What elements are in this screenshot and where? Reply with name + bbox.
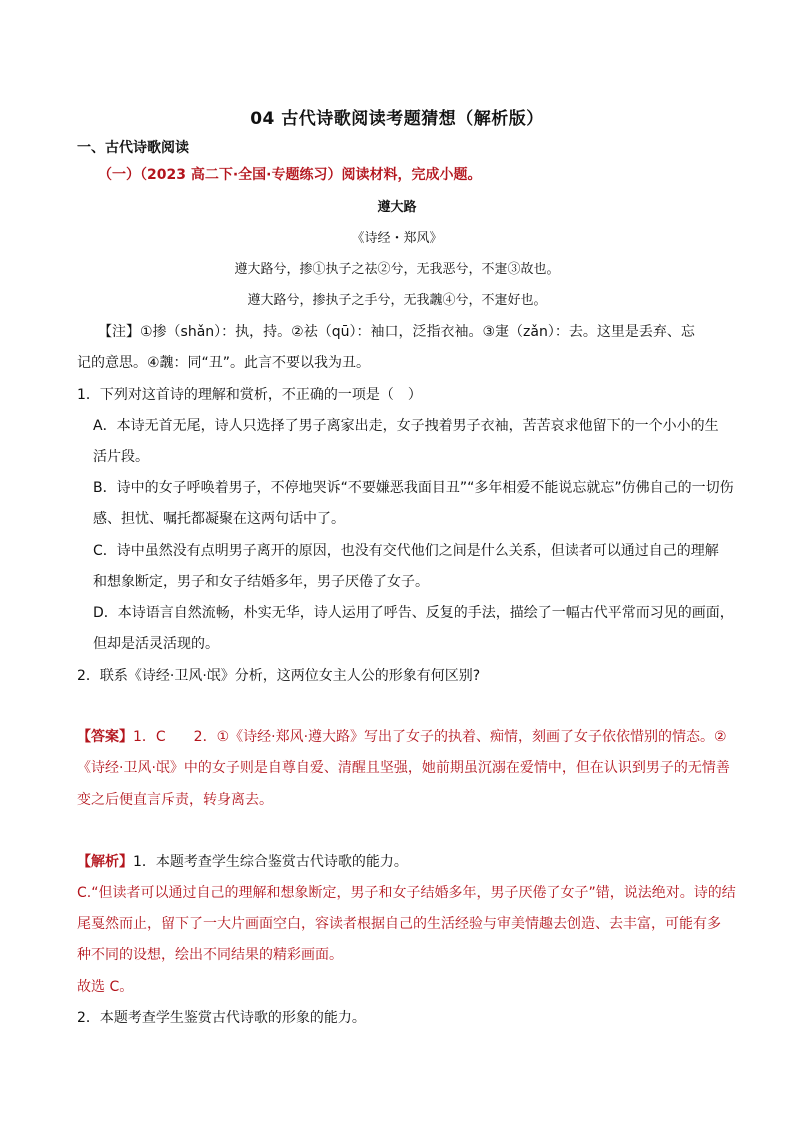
section-heading: 一、古代诗歌阅读 — [77, 140, 189, 156]
option-a-line-1: A．本诗无首无尾，诗人只选择了男子离家出走，女子拽着男子衣袖，苦苦哀求他留下的一个小小的生 — [93, 418, 719, 434]
option-c-line-2: 和想象断定，男子和女子结婚多年，男子厌倦了女子。 — [93, 574, 429, 590]
poem-line-1: 遵大路兮，掺①执子之祛②兮，无我恶兮，不寁③故也。 — [234, 262, 560, 277]
analysis-line-5: 故选 C。 — [77, 979, 134, 995]
analysis-line-6: 2．本题考查学生鉴赏古代诗歌的形象的能力。 — [77, 1010, 366, 1026]
option-d-line-2: 但却是活灵活现的。 — [93, 636, 219, 652]
answer-line-1 — [77, 726, 727, 746]
answer-line-3: 变之后便直言斥责，转身离去。 — [77, 792, 273, 808]
question-1-stem: 1．下列对这首诗的理解和赏析，不正确的一项是（ ） — [77, 387, 422, 403]
poem-title: 遵大路 — [377, 200, 417, 215]
option-d-line-1: D．本诗语言自然流畅，朴实无华，诗人运用了呼告、反复的手法，描绘了一幅古代平常而习见的画面， — [93, 605, 734, 621]
analysis-line-1 — [77, 851, 408, 871]
analysis-line-4: 种不同的设想，绘出不同结果的精彩画面。 — [77, 947, 343, 963]
option-a-line-2: 活片段。 — [93, 449, 149, 465]
answer-label: 【答案】 — [77, 729, 133, 745]
poem-source: 《诗经・郑风》 — [351, 231, 443, 246]
page-title: 04 古代诗歌阅读考题猜想（解析版） — [250, 109, 544, 129]
analysis-line-2: C.“但读者可以通过自己的理解和想象断定，男子和女子结婚多年，男子厌倦了女子”错，说法绝对。诗的结 — [77, 885, 736, 901]
analysis-label: 【解析】 — [77, 854, 133, 870]
option-c-line-1: C．诗中虽然没有点明男子离开的原因，也没有交代他们之间是什么关系，但读者可以通过自己的理解 — [93, 543, 719, 559]
analysis-text-1: 1．本题考查学生综合鉴赏古代诗歌的能力。 — [133, 854, 408, 870]
note-line-1: 【注】①掺（shǎn）：执，持。②祛（qū）：袖口，泛指衣袖。③寁（zǎn）：去。这里是丢弃、忘 — [98, 324, 695, 340]
option-b-line-2: 感、担忧、嘱托都凝聚在这两句话中了。 — [93, 511, 345, 527]
answer-text-1: 1．C 2．①《诗经·郑风·遵大路》写出了女子的执着、痴情，刻画了女子依依惜别的情态。② — [133, 729, 727, 745]
analysis-line-3: 尾戛然而止，留下了一大片画面空白，容读者根据自己的生活经验与审美情趣去创造、去丰富，可能有多 — [77, 916, 721, 932]
question-2: 2．联系《诗经·卫风·氓》分析，这两位女主人公的形象有何区别? — [77, 668, 481, 684]
answer-line-2: 《诗经·卫风·氓》中的女子则是自尊自爱、清醒且坚强，她前期虽沉溺在爱情中，但在认识到男子的无情善 — [77, 760, 730, 776]
source-line: （一）（2023 高二下·全国·专题练习）阅读材料，完成小题。 — [98, 167, 482, 183]
option-b-line-1: B．诗中的女子呼唤着男子，不停地哭诉“不要嫌恶我面目丑”“多年相爱不能说忘就忘”仿佛自己的一切伤 — [93, 480, 734, 496]
poem-line-2: 遵大路兮，掺执子之手兮，无我魗④兮，不寁好也。 — [247, 293, 547, 308]
note-line-2: 记的意思。④魗：同“丑”。此言不要以我为丑。 — [77, 355, 371, 371]
